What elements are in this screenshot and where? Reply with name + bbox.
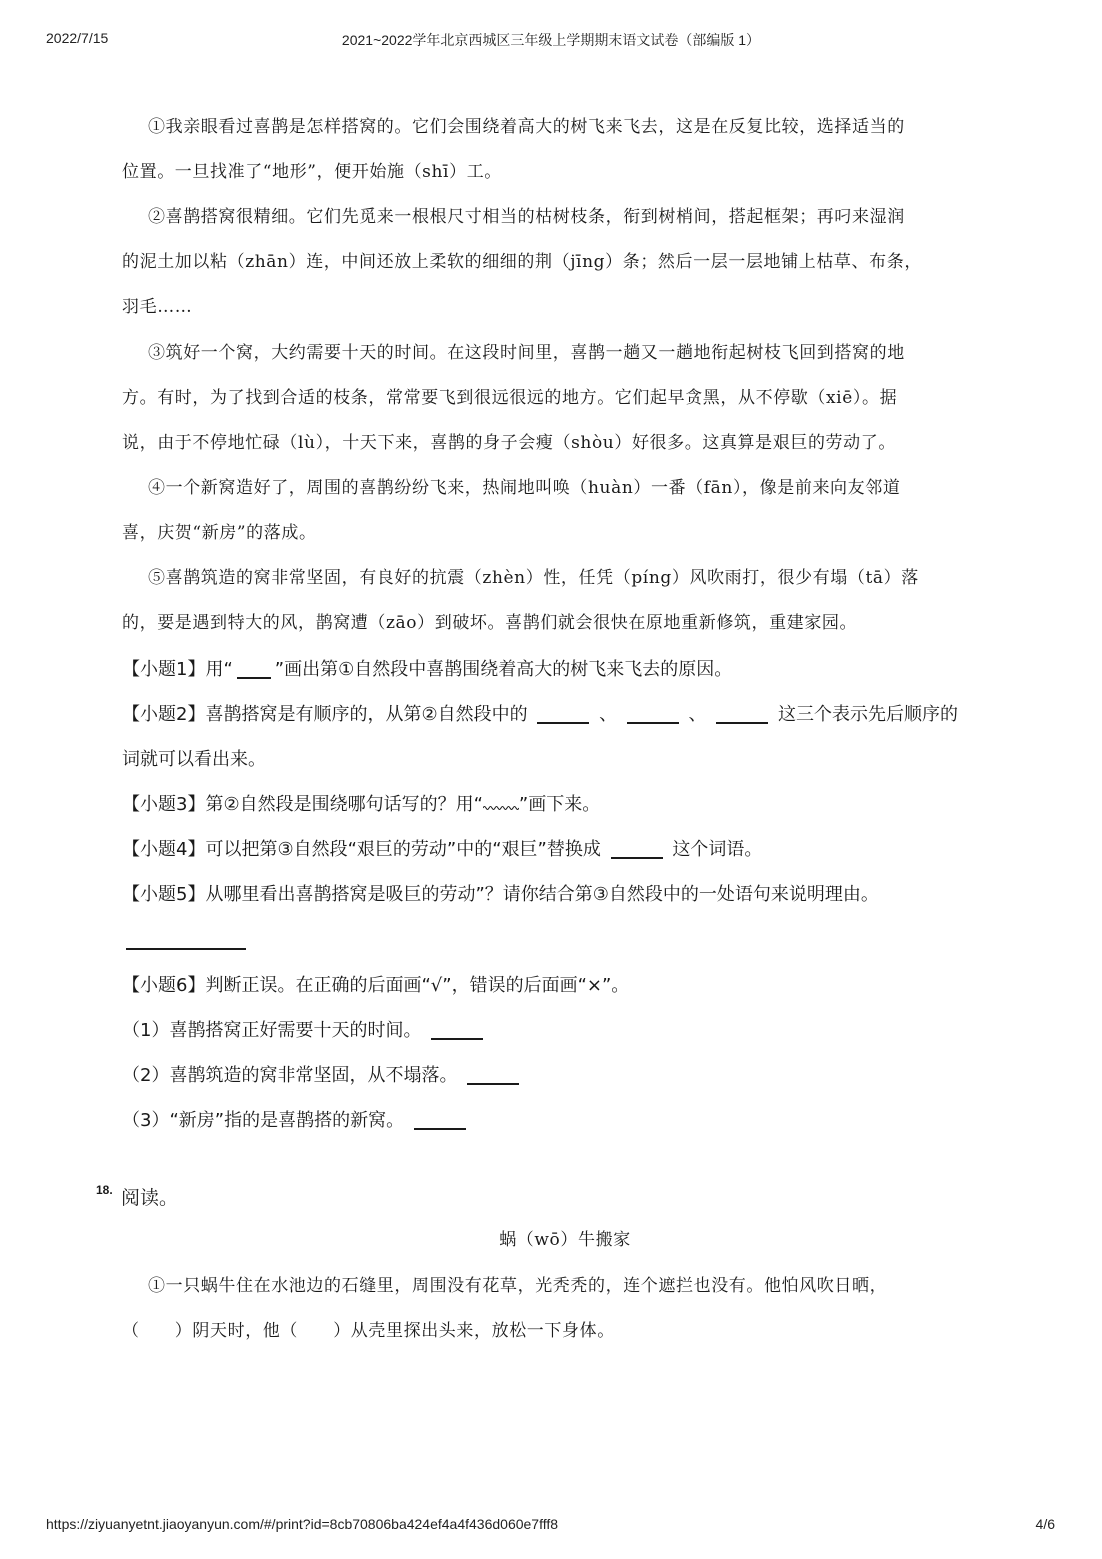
question-6-item-3 <box>122 1098 470 1143</box>
question-2-text-a: 【小题2】喜鹊搭窝是有顺序的，从第②自然段中的 <box>122 704 528 725</box>
answer-blank-6-2[interactable] <box>467 1083 519 1085</box>
print-header <box>0 30 1102 50</box>
question-6-item-2-text: （2）喜鹊筑造的窝非常坚固，从不塌落。 <box>122 1065 458 1086</box>
passage-line-1: ①我亲眼看过喜鹊是怎样搭窝的。它们会围绕着高大的树飞来飞去，这是在反复比较，选择适当的 <box>148 117 905 137</box>
print-date: 2022/7/15 <box>46 30 109 46</box>
article-title: 蜗（wō）牛搬家 <box>499 1230 631 1250</box>
passage-line-7: 方。有时，为了找到合适的枝条，常常要飞到很远很远的地方。它们起早贪黑，从不停歇（xiē）。据 <box>122 388 898 408</box>
print-footer <box>0 1516 1102 1536</box>
document-title: 2021~2022学年北京西城区三年级上学期期末语文试卷（部编版 1） <box>341 32 761 48</box>
question-6-item-3-text: （3）“新房”指的是喜鹊搭的新窝。 <box>122 1110 405 1131</box>
question-6-item-1 <box>122 1008 487 1053</box>
question-2-sep-2: 、 <box>688 704 707 725</box>
passage-line-5: 羽毛…… <box>122 297 193 317</box>
question-3 <box>122 782 600 827</box>
answer-blank-6-1[interactable] <box>431 1038 483 1040</box>
passage-line-10: 喜，庆贺“新房”的落成。 <box>122 523 317 543</box>
question-6-item-1-text: （1）喜鹊搭窝正好需要十天的时间。 <box>122 1020 422 1041</box>
question-instruction: 阅读。 <box>121 1187 179 1209</box>
question-1-text-a: 【小题1】用“ <box>122 659 233 680</box>
question-4 <box>122 827 762 872</box>
question-3-text-a: 【小题3】第②自然段是围绕哪句话写的？用“ <box>122 794 483 815</box>
page-url: https://ziyuanyetnt.jiaoyanyun.com/#/print?id=8cb70806ba424ef4a4f436d060e7fff8 <box>46 1516 559 1532</box>
underline-symbol <box>237 677 271 679</box>
question-3-text-b: ”画下来。 <box>518 794 601 815</box>
passage-line-2: 位置。一旦找准了“地形”，便开始施（shī）工。 <box>122 162 502 182</box>
passage-line-3: ②喜鹊搭窝很精细。它们先觅来一根根尺寸相当的枯树枝条，衔到树梢间，搭起框架；再叼来湿润 <box>148 207 905 227</box>
question-1-text-b: ”画出第①自然段中喜鹊围绕着高大的树飞来飞去的原因。 <box>274 659 733 680</box>
question-4-text-a: 【小题4】可以把第③自然段“艰巨的劳动”中的“艰巨”替换成 <box>122 839 601 860</box>
question-2-sep-1: 、 <box>599 704 618 725</box>
question-4-text-b: 这个词语。 <box>672 839 763 860</box>
wavy-line-icon <box>483 804 519 812</box>
question-number: 18. <box>96 1183 113 1197</box>
passage-line-9: ④一个新窝造好了，周围的喜鹊纷纷飞来，热闹地叫唤（huàn）一番（fān），像是前来向友邻道 <box>148 478 901 498</box>
answer-blank-6-3[interactable] <box>414 1128 466 1130</box>
article-line-1: ①一只蜗牛住在水池边的石缝里，周围没有花草，光秃秃的，连个遮拦也没有。他怕风吹日晒， <box>148 1276 888 1296</box>
passage-line-11: ⑤喜鹊筑造的窝非常坚固，有良好的抗震（zhèn）性，任凭（píng）风吹雨打，很少有塌（tā）落 <box>148 568 919 588</box>
question-2-text-b: 这三个表示先后顺序的 <box>778 704 958 725</box>
answer-blank-2b[interactable] <box>627 722 679 724</box>
passage-line-6: ③筑好一个窝，大约需要十天的时间。在这段时间里，喜鹊一趟又一趟地衔起树枝飞回到搭窝的地 <box>148 343 905 363</box>
passage-line-8: 说，由于不停地忙碌（lù），十天下来，喜鹊的身子会瘦（shòu）好很多。这真算是艰巨的劳动了。 <box>122 433 896 453</box>
question-2 <box>122 692 958 737</box>
answer-blank-2a[interactable] <box>537 722 589 724</box>
question-5: 【小题5】从哪里看出喜鹊搭窝是吸巨的劳动”？请你结合第③自然段中的一处语句来说明理由。 <box>122 884 879 905</box>
question-2-continued: 词就可以看出来。 <box>122 749 266 770</box>
question-1 <box>122 647 732 692</box>
answer-blank-2c[interactable] <box>716 722 768 724</box>
question-6: 【小题6】判断正误。在正确的后面画“√”，错误的后面画“×”。 <box>122 975 630 996</box>
question-6-item-2 <box>122 1053 523 1098</box>
answer-blank-5[interactable] <box>126 948 246 950</box>
article-line-2: （ ）阴天时，他（ ）从壳里探出头来，放松一下身体。 <box>122 1321 615 1341</box>
passage-line-12: 的，要是遇到特大的风，鹊窝遭（zāo）到破坏。喜鹊们就会很快在原地重新修筑，重建家园。 <box>122 613 858 633</box>
page-number: 4/6 <box>1035 1516 1055 1532</box>
passage-line-4: 的泥土加以粘（zhān）连，中间还放上柔软的细细的荆（jīng）条；然后一层一层地铺上枯草、布条， <box>122 252 922 272</box>
answer-blank-4[interactable] <box>611 857 663 859</box>
answer-blank-5-row <box>126 918 246 963</box>
